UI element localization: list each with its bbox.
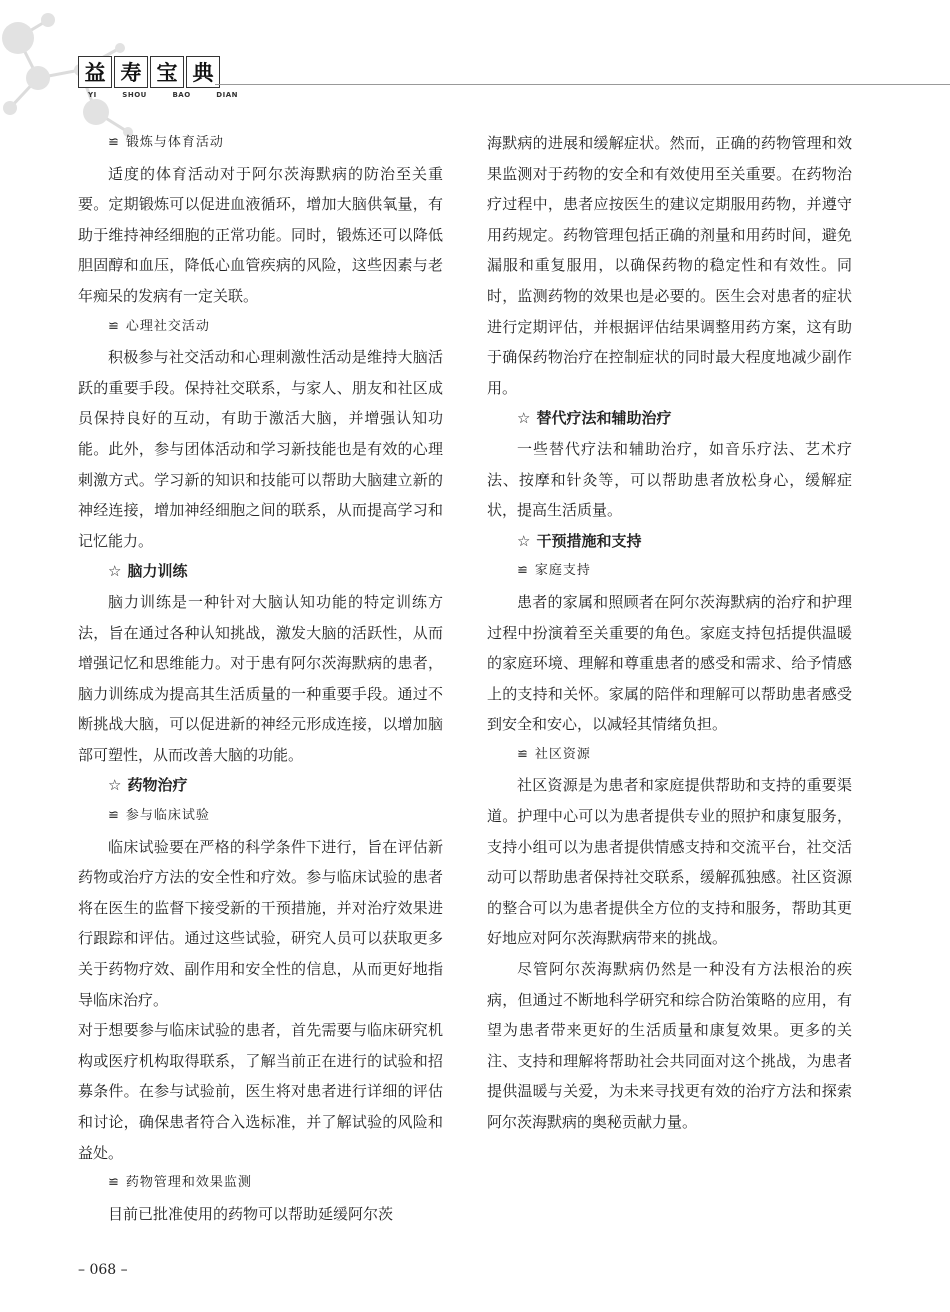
paragraph-exercise: 适度的体育活动对于阿尔茨海默病的防治至关重要。定期锻炼可以促进血液循环，增加大脑供氧量，有助于维持神经细胞的正常功能。同时，锻炼还可以降低胆固醇和血压，降低心血管疾病的风险，这些因素与老年痴呆的发病有一定关联。 bbox=[78, 164, 443, 305]
book-logo bbox=[78, 56, 220, 88]
paragraph-social: 积极参与社交活动和心理刺激性活动是维持大脑活跃的重要手段。保持社交联系，与家人、朋友和社区成员保持良好的互动，有助于激活大脑，并增强认知功能。此外，参与团体活动和学习新技能也是有效的心理刺激方式。学习新的知识和技能可以帮助大脑建立新的神经连接，增加神经细胞之间的联系，从而提高学习和记忆能力。 bbox=[78, 348, 443, 550]
paragraph-clinical-trial-join: 对于想要参与临床试验的患者，首先需要与临床研究机构或医疗机构取得联系，了解当前正在进行的试验和招募条件。在参与试验前，医生将对患者进行详细的评估和讨论，确保患者符合入选标准，并了解试验的风险和益处。 bbox=[78, 1021, 443, 1162]
logo-pinyin bbox=[88, 91, 238, 99]
subheading-community-resources: ≌ 社区资源 bbox=[517, 746, 591, 762]
subheading-social: ≌ 心理社交活动 bbox=[108, 318, 210, 334]
logo-char-2: 寿 bbox=[114, 56, 148, 88]
heading-intervention-support: ☆ 干预措施和支持 bbox=[517, 531, 642, 550]
right-column bbox=[487, 128, 852, 1138]
subheading-exercise: ≌ 锻炼与体育活动 bbox=[108, 135, 224, 150]
paragraph-conclusion: 尽管阿尔茨海默病仍然是一种没有方法根治的疾病，但通过不断地科学研究和综合防治策略的应用，有望为患者带来更好的生活质量和康复效果。更多的关注、支持和理解将帮助社会共同面对这个挑战，为患者提供温暖与关爱，为未来寻找更有效的治疗方法和探索阿尔茨海默病的奥秘贡献力量。 bbox=[487, 960, 852, 1131]
subsection-marker-icon: ≌ bbox=[108, 1175, 120, 1191]
paragraph-clinical-trial: 临床试验要在严格的科学条件下进行，旨在评估新药物或治疗方法的安全性和疗效。参与临床试验的患者将在医生的监督下接受新的干预措施，并对治疗效果进行跟踪和评估。通过这些试验，研究人员可以获取更多关于药物疗效、副作用和安全性的信息，从而更好地指导临床治疗。 bbox=[78, 837, 443, 1009]
star-icon: ☆ bbox=[108, 562, 122, 581]
paragraph-brain-training: 脑力训练是一种针对大脑认知功能的特定训练方法，旨在通过各种认知挑战，激发大脑的活跃性，从而增强记忆和思维能力。对于患有阿尔茨海默病的患者，脑力训练成为提高其生活质量的一种重要手段。通过不断挑战大脑，可以促进新的神经元形成连接，以增加脑部可塑性，从而改善大脑的功能。 bbox=[78, 592, 443, 764]
header-divider bbox=[215, 84, 950, 85]
logo-char-1: 益 bbox=[78, 56, 112, 88]
heading-drug-therapy: ☆ 药物治疗 bbox=[108, 776, 188, 795]
subheading-clinical-trial: ≌ 参与临床试验 bbox=[108, 808, 210, 824]
page-number: – 068 – bbox=[78, 1262, 128, 1278]
subsection-marker-icon: ≌ bbox=[108, 135, 120, 150]
star-icon: ☆ bbox=[108, 776, 122, 795]
heading-brain-training: ☆ 脑力训练 bbox=[108, 562, 188, 581]
subheading-family-support: ≌ 家庭支持 bbox=[517, 563, 591, 579]
paragraph-community-resources: 社区资源是为患者和家庭提供帮助和支持的重要渠道。护理中心可以为患者提供专业的照护和康复服务，支持小组可以为患者提供情感支持和交流平台，社交活动可以帮助患者保持社交联系，缓解孤独感。社区资源的整合可以为患者提供全方位的支持和服务，帮助其更好地应对阿尔茨海默病带来的挑战。 bbox=[487, 776, 852, 948]
paragraph-family-support: 患者的家属和照顾者在阿尔茨海默病的治疗和护理过程中扮演着至关重要的角色。家庭支持包括提供温暖的家庭环境、理解和尊重患者的感受和需求、给予情感上的支持和关怀。家属的陪伴和理解可以帮助患者感受到安全和安心，以减轻其情绪负担。 bbox=[487, 592, 852, 734]
subsection-marker-icon: ≌ bbox=[108, 808, 120, 824]
paragraph-drug-management-cont: 海默病的进展和缓解症状。然而，正确的药物管理和效果监测对于药物的安全和有效使用至关重要。在药物治疗过程中，患者应按医生的建议定期服用药物，并遵守用药规定。药物管理包括正确的剂量和用药时间，避免漏服和重复服用，以确保药物的稳定性和有效性。同时，监测药物的效果也是必要的。医生会对患者的症状进行定期评估，并根据评估结果调整用药方案，这有助于确保药物治疗在控制症状的同时最大程度地减少副作用。 bbox=[487, 134, 852, 397]
paragraph-drug-management-start: 目前已批准使用的药物可以帮助延缓阿尔茨 bbox=[108, 1204, 394, 1223]
heading-alternative-therapy: ☆ 替代疗法和辅助治疗 bbox=[517, 409, 672, 428]
pinyin-1: YI bbox=[88, 91, 97, 99]
pinyin-3: BAO bbox=[172, 91, 191, 99]
pinyin-4: DIAN bbox=[216, 91, 238, 99]
subsection-marker-icon: ≌ bbox=[108, 318, 120, 334]
pinyin-2: SHOU bbox=[122, 91, 147, 99]
subheading-drug-management: ≌ 药物管理和效果监测 bbox=[108, 1175, 252, 1191]
left-column bbox=[78, 128, 443, 1229]
paragraph-alternative-therapy: 一些替代疗法和辅助治疗，如音乐疗法、艺术疗法、按摩和针灸等，可以帮助患者放松身心，缓解症状，提高生活质量。 bbox=[487, 439, 852, 520]
logo-char-4: 典 bbox=[186, 56, 220, 88]
logo-char-3: 宝 bbox=[150, 56, 184, 88]
subsection-marker-icon: ≌ bbox=[517, 563, 529, 579]
star-icon: ☆ bbox=[517, 531, 531, 550]
subsection-marker-icon: ≌ bbox=[517, 746, 529, 762]
star-icon: ☆ bbox=[517, 409, 531, 428]
